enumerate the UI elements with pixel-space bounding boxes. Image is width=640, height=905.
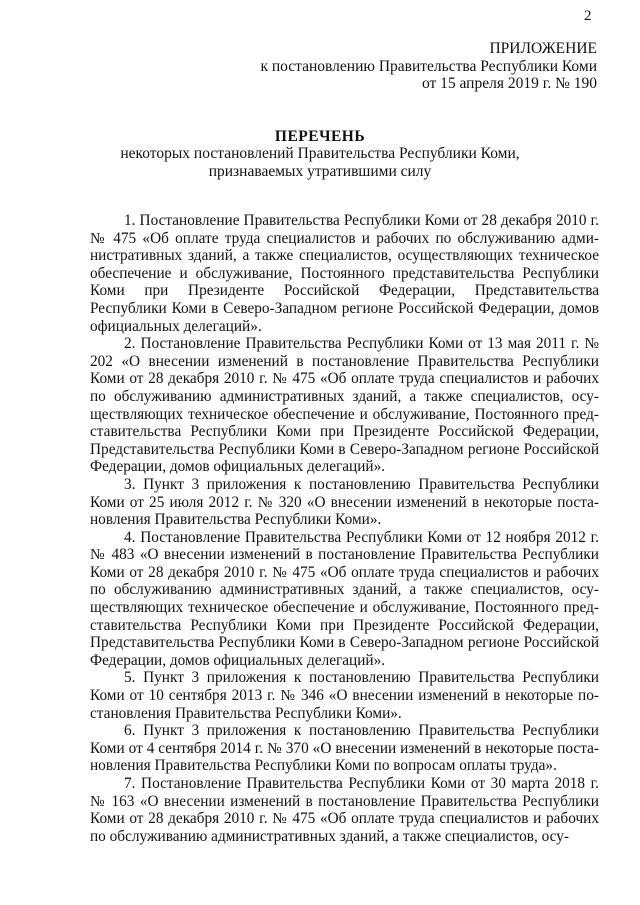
list-item-7: 7. Постановление Правительства Республики Коми от 30 марта 2018 г. № 163 «О внесении изменений в постановление Правительства Республики Коми от 28 декабря 2010 г. № 475 «Об оплате труда специалистов и рабочих по обслуживанию административных зданий, а также специалистов, осу- [90, 775, 599, 845]
list-item-5: 5. Пункт 3 приложения к постановлению Правительства Республики Коми от 10 сентября 2013 г. № 346 «О внесении изменений в некоторые постановления Правительства Республики Коми». [90, 669, 599, 722]
list-item-2: 2. Постановление Правительства Республики Коми от 13 мая 2011 г. № 202 «О внесении изменений в постановление Правительства Республики Коми от 28 декабря 2010 г. № 475 «Об оплате труда специалистов и рабочих по обслуживанию административных зданий, а также специалистов, осуществляющих техническое обеспечение и обслуживание, Постоянного представительства Республики Коми при Президенте Российской Федерации, Представительства Республики Коми в Северо-Западном регионе Российской Федерации, домов официальных делегаций». [90, 335, 599, 476]
subtitle-line-2: признаваемых утратившими силу [208, 162, 432, 180]
appendix-resolution-ref: к постановлению Правительства Республики Коми [260, 57, 597, 75]
document-title: ПЕРЕЧЕНЬ [274, 128, 366, 145]
document-body [90, 212, 599, 845]
list-item-4: 4. Постановление Правительства Республики Коми от 12 ноября 2012 г. № 483 «О внесении изменений в постановление Правительства Республики Коми от 28 декабря 2010 г. № 475 «Об оплате труда специалистов и рабочих по обслуживанию административных зданий, а также специалистов, осуществляющих техническое обеспечение и обслуживание, Постоянного представительства Республики Коми при Президенте Российской Федерации, Представительства Республики Коми в Северо-Западном регионе Российской Федерации, домов официальных делегаций». [90, 528, 599, 669]
title-block [0, 128, 640, 180]
list-item-1: 1. Постановление Правительства Республики Коми от 28 декабря 2010 г. № 475 «Об оплате труда специалистов и рабочих по обслуживанию административных зданий, а также специалистов, осуществляющих техническое обеспечение и обслуживание, Постоянного представительства Республики Коми при Президенте Российской Федерации, Представительства Республики Коми в Северо-Западном регионе Российской Федерации, домов официальных делегаций». [90, 212, 599, 335]
appendix-date: от 15 апреля 2019 г. № 190 [421, 75, 597, 92]
appendix-header [260, 40, 597, 93]
appendix-label: ПРИЛОЖЕНИЕ [489, 40, 597, 57]
subtitle-line-1: некоторых постановлений Правительства Республики Коми, [120, 145, 520, 162]
document-subtitle [0, 145, 640, 180]
list-item-6: 6. Пункт 3 приложения к постановлению Правительства Республики Коми от 4 сентября 2014 г. № 370 «О внесении изменений в некоторые постановления Правительства Республики Коми по вопросам оплаты труда». [90, 722, 599, 775]
page-number: 2 [584, 8, 592, 24]
list-item-3: 3. Пункт 3 приложения к постановлению Правительства Республики Коми от 25 июля 2012 г. № 320 «О внесении изменений в некоторые постановления Правительства Республики Коми». [90, 475, 599, 529]
